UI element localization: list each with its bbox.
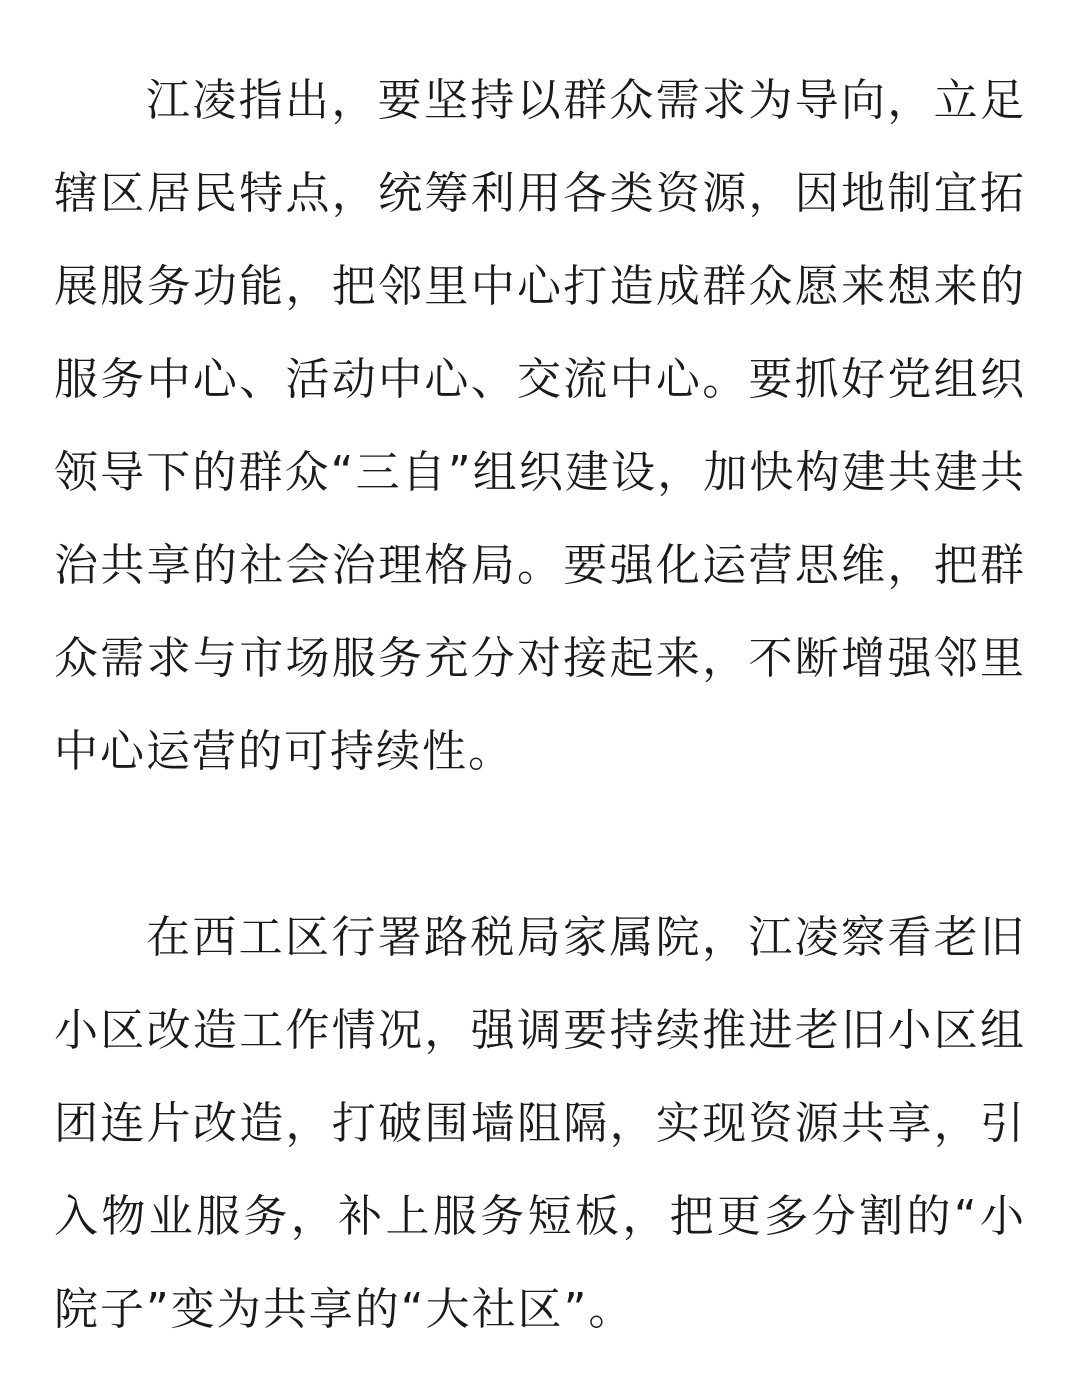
article-body	[54, 54, 1026, 1356]
paragraph-2: 在西工区行署路税局家属院，江凌察看老旧小区改造工作情况，强调要持续推进老旧小区组团连片改造，打破围墙阻隔，实现资源共享，引入物业服务，补上服务短板，把更多分割的“小院子”变为共享的“大社区”。	[54, 912, 1026, 1335]
paragraph-1: 江凌指出，要坚持以群众需求为导向，立足辖区居民特点，统筹利用各类资源，因地制宜拓展服务功能，把邻里中心打造成群众愿来想来的服务中心、活动中心、交流中心。要抓好党组织领导下的群众“三自”组织建设，加快构建共建共治共享的社会治理格局。要强化运营思维，把群众需求与市场服务充分对接起来，不断增强邻里中心运营的可持续性。	[54, 75, 1026, 777]
